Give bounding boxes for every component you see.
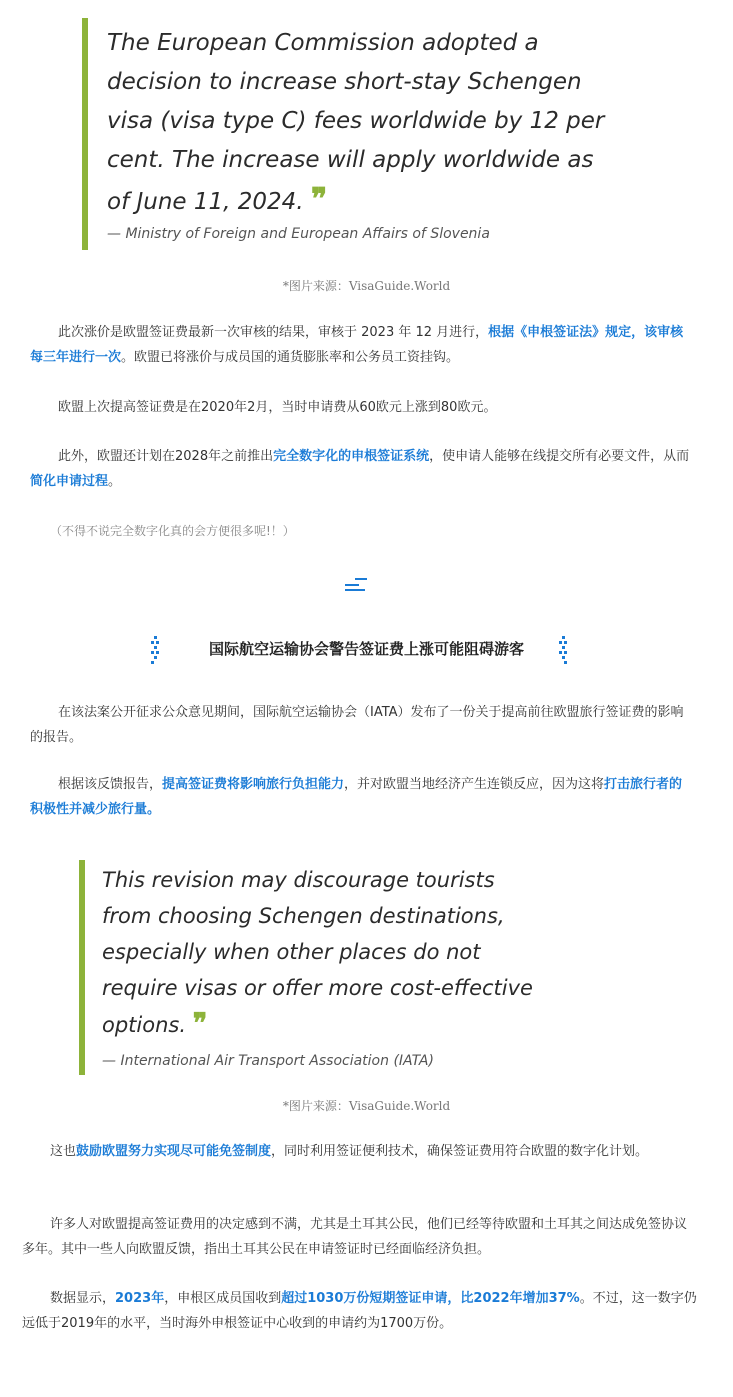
quote-2-line-last bbox=[102, 1006, 572, 1043]
side-note: （不得不说完全数字化真的会方便很多呢!！） bbox=[50, 524, 295, 538]
quote-1-line-last bbox=[107, 180, 637, 222]
paragraph-text: ，使申请人能够在线提交所有必要文件，从而 bbox=[429, 449, 690, 464]
paragraph bbox=[22, 1212, 697, 1262]
quote-2-line: especially when other places do not bbox=[102, 940, 481, 964]
quote-1-line: decision to increase short-stay Schengen bbox=[107, 69, 582, 95]
dotted-bracket-icon-right bbox=[559, 636, 567, 664]
highlight-text: 根据《申根签证法》规定，该审核每三年进行一次 bbox=[30, 325, 684, 365]
highlight-text: 超过1030万份短期签证申请，比2022年增加37% bbox=[281, 1291, 580, 1306]
image-caption: *图片来源：VisaGuide.World bbox=[282, 1099, 451, 1113]
quote-1-line: of June 11, 2024. bbox=[107, 189, 304, 215]
paragraph-text: 。 bbox=[108, 474, 122, 489]
quote-1-attribution: — Ministry of Foreign and European Affairs of Slovenia bbox=[107, 226, 490, 242]
paragraph-text: 。欧盟已将涨价与成员国的通货膨胀率和公务员工资挂钩。 bbox=[121, 350, 460, 365]
paragraph bbox=[22, 1139, 697, 1164]
paragraph-text: 此外，欧盟还计划在2028年之前推出 bbox=[58, 449, 274, 464]
quote-1-text bbox=[107, 24, 637, 222]
quote-1-line: The European Commission adopted a bbox=[107, 30, 539, 56]
paragraph-text: 数据显示， bbox=[50, 1291, 116, 1306]
paragraph-text: 此次涨价是欧盟签证费最新一次审核的结果，审核于 2023 年 12 月进行， bbox=[58, 325, 489, 340]
quote-2-text bbox=[102, 862, 572, 1043]
divider-lines-icon bbox=[343, 577, 369, 593]
section-title: 国际航空运输协会警告签证费上涨可能阻碍游客 bbox=[208, 640, 524, 658]
quote-2-line: This revision may discourage tourists bbox=[102, 868, 495, 892]
paragraph bbox=[30, 444, 695, 494]
quote-2-line: options. bbox=[102, 1013, 187, 1037]
paragraph-text: 在该法案公开征求公众意见期间，国际航空运输协会（IATA）发布了一份关于提高前往欧盟旅行签证费的影响的报告。 bbox=[30, 705, 684, 745]
highlight-text: 2023年 bbox=[115, 1291, 165, 1306]
paragraph bbox=[30, 320, 695, 370]
paragraph bbox=[30, 772, 695, 822]
quote-2-line: from choosing Schengen destinations, bbox=[102, 904, 505, 928]
paragraph-text: ，并对欧盟当地经济产生连锁反应，因为这将 bbox=[344, 777, 605, 792]
quote-accent-bar bbox=[79, 860, 85, 1075]
closing-quote-icon: ❞ bbox=[192, 1008, 208, 1039]
quote-accent-bar bbox=[82, 18, 88, 250]
quote-card-1 bbox=[82, 18, 642, 250]
image-caption: *图片来源：VisaGuide.World bbox=[282, 279, 451, 293]
paragraph bbox=[30, 700, 695, 750]
highlight-text: 打击旅行者的积极性并减少旅行量。 bbox=[30, 777, 683, 817]
quote-1-line: visa (visa type C) fees worldwide by 12 per bbox=[107, 108, 605, 134]
closing-quote-icon: ❞ bbox=[310, 182, 328, 217]
highlight-link[interactable]: 完全数字化的申根签证系统 bbox=[273, 449, 430, 464]
quote-2-attribution: — International Air Transport Association (IATA) bbox=[102, 1053, 434, 1069]
paragraph-text: ，同时利用签证便利技术，确保签证费用符合欧盟的数字化计划。 bbox=[271, 1144, 649, 1159]
paragraph-text: ，申根区成员国收到 bbox=[164, 1291, 282, 1306]
paragraph bbox=[22, 1286, 697, 1336]
paragraph-text: 这也 bbox=[50, 1144, 77, 1159]
paragraph-text: 欧盟上次提高签证费是在2020年2月，当时申请费从60欧元上涨到80欧元。 bbox=[58, 400, 497, 415]
quote-card-2 bbox=[79, 860, 579, 1075]
highlight-link[interactable]: 简化申请过程 bbox=[30, 474, 109, 489]
highlight-text: 提高签证费将影响旅行负担能力 bbox=[162, 777, 345, 792]
paragraph-text: 根据该反馈报告， bbox=[58, 777, 163, 792]
quote-2-line: require visas or offer more cost-effective bbox=[102, 976, 533, 1000]
paragraph bbox=[30, 395, 695, 420]
highlight-link[interactable]: 鼓励欧盟努力实现尽可能免签制度 bbox=[76, 1144, 272, 1159]
quote-1-line: cent. The increase will apply worldwide as bbox=[107, 147, 594, 173]
paragraph-text: 许多人对欧盟提高签证费用的决定感到不满，尤其是土耳其公民，他们已经等待欧盟和土耳其之间达成免签协议多年。其中一些人向欧盟反馈，指出土耳其公民在申请签证时已经面临经济负担。 bbox=[22, 1217, 688, 1257]
paragraph-text: 。不过，这一数字仍远低于2019年的水平，当时海外申根签证中心收到的申请约为1700万份。 bbox=[22, 1291, 697, 1331]
